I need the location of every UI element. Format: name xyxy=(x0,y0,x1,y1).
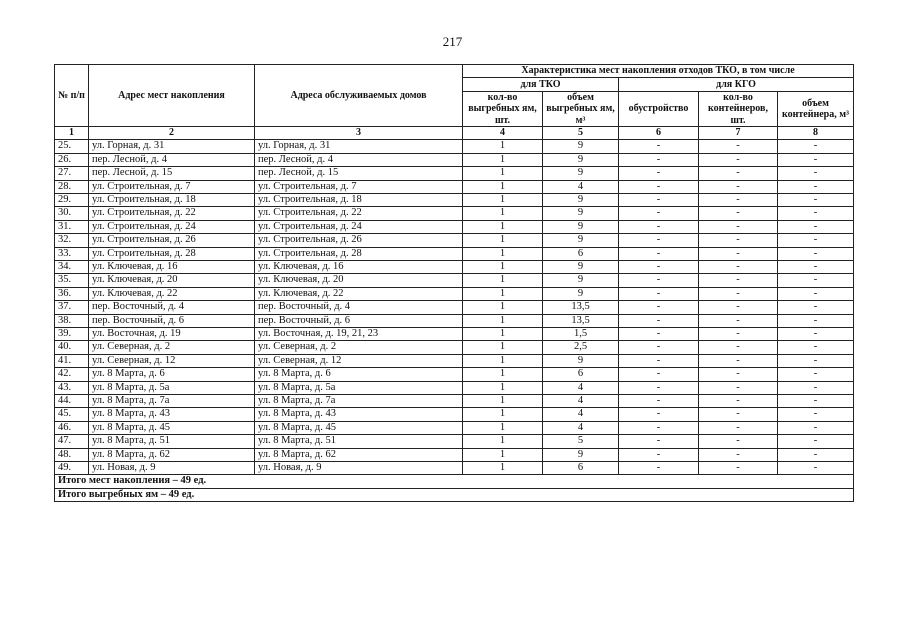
containers-count: - xyxy=(699,421,778,434)
site-address: ул. 8 Марта, д. 43 xyxy=(89,408,255,421)
pits-volume: 9 xyxy=(543,274,619,287)
infrastructure: - xyxy=(619,381,699,394)
served-houses: пер. Восточный, д. 4 xyxy=(255,301,463,314)
header-col-containers: кол-во контейнеров, шт. xyxy=(699,91,778,127)
pits-volume: 9 xyxy=(543,167,619,180)
containers-count: - xyxy=(699,180,778,193)
totals-pits-row xyxy=(55,488,854,501)
pits-count: 1 xyxy=(463,234,543,247)
container-volume: - xyxy=(778,421,854,434)
containers-count: - xyxy=(699,448,778,461)
served-houses: ул. Северная, д. 2 xyxy=(255,341,463,354)
table-header xyxy=(55,65,854,140)
site-address: ул. Строительная, д. 7 xyxy=(89,180,255,193)
container-volume: - xyxy=(778,368,854,381)
site-address: ул. Ключевая, д. 22 xyxy=(89,287,255,300)
served-houses: ул. Строительная, д. 28 xyxy=(255,247,463,260)
row-number: 45. xyxy=(55,408,89,421)
table-row xyxy=(55,140,854,153)
infrastructure: - xyxy=(619,301,699,314)
row-number: 28. xyxy=(55,180,89,193)
waste-sites-table xyxy=(54,64,854,502)
site-address: ул. 8 Марта, д. 5а xyxy=(89,381,255,394)
containers-count: - xyxy=(699,193,778,206)
containers-count: - xyxy=(699,354,778,367)
infrastructure: - xyxy=(619,435,699,448)
served-houses: ул. Ключевая, д. 22 xyxy=(255,287,463,300)
table-row xyxy=(55,462,854,475)
pits-volume: 1,5 xyxy=(543,327,619,340)
pits-count: 1 xyxy=(463,193,543,206)
table-row xyxy=(55,247,854,260)
table-row xyxy=(55,153,854,166)
pits-volume: 4 xyxy=(543,395,619,408)
row-number: 43. xyxy=(55,381,89,394)
pits-count: 1 xyxy=(463,381,543,394)
row-number: 42. xyxy=(55,368,89,381)
table-row xyxy=(55,381,854,394)
row-number: 25. xyxy=(55,140,89,153)
header-kgo: для КГО xyxy=(619,78,854,91)
containers-count: - xyxy=(699,167,778,180)
infrastructure: - xyxy=(619,314,699,327)
row-number: 39. xyxy=(55,327,89,340)
table-row xyxy=(55,341,854,354)
container-volume: - xyxy=(778,180,854,193)
pits-volume: 9 xyxy=(543,220,619,233)
pits-volume: 9 xyxy=(543,260,619,273)
site-address: ул. Строительная, д. 18 xyxy=(89,193,255,206)
table-row xyxy=(55,435,854,448)
site-address: ул. 8 Марта, д. 45 xyxy=(89,421,255,434)
row-number: 35. xyxy=(55,274,89,287)
served-houses: ул. Горная, д. 31 xyxy=(255,140,463,153)
pits-count: 1 xyxy=(463,274,543,287)
containers-count: - xyxy=(699,327,778,340)
pits-volume: 9 xyxy=(543,287,619,300)
site-address: ул. 8 Марта, д. 51 xyxy=(89,435,255,448)
site-address: ул. Строительная, д. 22 xyxy=(89,207,255,220)
table-row xyxy=(55,234,854,247)
row-number: 29. xyxy=(55,193,89,206)
pits-count: 1 xyxy=(463,220,543,233)
infrastructure: - xyxy=(619,327,699,340)
pits-volume: 9 xyxy=(543,354,619,367)
served-houses: ул. 8 Марта, д. 43 xyxy=(255,408,463,421)
pits-volume: 4 xyxy=(543,421,619,434)
site-address: ул. Северная, д. 2 xyxy=(89,341,255,354)
table-row xyxy=(55,207,854,220)
served-houses: ул. Новая, д. 9 xyxy=(255,462,463,475)
containers-count: - xyxy=(699,368,778,381)
infrastructure: - xyxy=(619,180,699,193)
container-volume: - xyxy=(778,287,854,300)
row-number: 49. xyxy=(55,462,89,475)
row-number: 31. xyxy=(55,220,89,233)
infrastructure: - xyxy=(619,193,699,206)
pits-volume: 13,5 xyxy=(543,314,619,327)
served-houses: ул. Строительная, д. 18 xyxy=(255,193,463,206)
table-body xyxy=(55,140,854,475)
table-row xyxy=(55,301,854,314)
served-houses: пер. Лесной, д. 4 xyxy=(255,153,463,166)
containers-count: - xyxy=(699,234,778,247)
served-houses: пер. Восточный, д. 6 xyxy=(255,314,463,327)
container-volume: - xyxy=(778,260,854,273)
containers-count: - xyxy=(699,260,778,273)
served-houses: ул. Строительная, д. 22 xyxy=(255,207,463,220)
table-row xyxy=(55,448,854,461)
containers-count: - xyxy=(699,314,778,327)
header-col-infrastructure: обустройство xyxy=(619,91,699,127)
pits-volume: 13,5 xyxy=(543,301,619,314)
container-volume: - xyxy=(778,314,854,327)
container-volume: - xyxy=(778,395,854,408)
container-volume: - xyxy=(778,462,854,475)
pits-volume: 6 xyxy=(543,462,619,475)
infrastructure: - xyxy=(619,421,699,434)
infrastructure: - xyxy=(619,462,699,475)
pits-count: 1 xyxy=(463,421,543,434)
column-number: 6 xyxy=(619,127,699,140)
row-number: 46. xyxy=(55,421,89,434)
pits-count: 1 xyxy=(463,287,543,300)
table-row xyxy=(55,368,854,381)
containers-count: - xyxy=(699,220,778,233)
table-row xyxy=(55,408,854,421)
site-address: ул. 8 Марта, д. 6 xyxy=(89,368,255,381)
header-col-pits: кол-во выгребных ям, шт. xyxy=(463,91,543,127)
container-volume: - xyxy=(778,153,854,166)
column-number: 5 xyxy=(543,127,619,140)
infrastructure: - xyxy=(619,287,699,300)
table-totals xyxy=(55,475,854,502)
header-tko: для ТКО xyxy=(463,78,619,91)
infrastructure: - xyxy=(619,274,699,287)
container-volume: - xyxy=(778,274,854,287)
pits-count: 1 xyxy=(463,301,543,314)
pits-count: 1 xyxy=(463,408,543,421)
served-houses: ул. 8 Марта, д. 7а xyxy=(255,395,463,408)
container-volume: - xyxy=(778,193,854,206)
infrastructure: - xyxy=(619,368,699,381)
served-houses: ул. Строительная, д. 26 xyxy=(255,234,463,247)
row-number: 36. xyxy=(55,287,89,300)
table-row xyxy=(55,260,854,273)
infrastructure: - xyxy=(619,140,699,153)
column-number: 2 xyxy=(89,127,255,140)
containers-count: - xyxy=(699,395,778,408)
row-number: 38. xyxy=(55,314,89,327)
header-col-served: Адреса обслуживаемых домов xyxy=(255,65,463,127)
row-number: 30. xyxy=(55,207,89,220)
pits-volume: 9 xyxy=(543,140,619,153)
containers-count: - xyxy=(699,274,778,287)
pits-count: 1 xyxy=(463,314,543,327)
infrastructure: - xyxy=(619,354,699,367)
site-address: пер. Восточный, д. 6 xyxy=(89,314,255,327)
pits-volume: 9 xyxy=(543,448,619,461)
table-row xyxy=(55,354,854,367)
container-volume: - xyxy=(778,327,854,340)
site-address: пер. Восточный, д. 4 xyxy=(89,301,255,314)
site-address: ул. Новая, д. 9 xyxy=(89,462,255,475)
totals-sites-row xyxy=(55,475,854,488)
total-sites: Итого мест накопления – 49 ед. xyxy=(55,475,854,488)
table-row xyxy=(55,327,854,340)
container-volume: - xyxy=(778,435,854,448)
site-address: ул. Восточная, д. 19 xyxy=(89,327,255,340)
header-col-number: № п/п xyxy=(55,65,89,127)
served-houses: ул. Строительная, д. 7 xyxy=(255,180,463,193)
containers-count: - xyxy=(699,341,778,354)
site-address: ул. Горная, д. 31 xyxy=(89,140,255,153)
pits-volume: 9 xyxy=(543,234,619,247)
pits-count: 1 xyxy=(463,153,543,166)
site-address: ул. 8 Марта, д. 7а xyxy=(89,395,255,408)
pits-volume: 9 xyxy=(543,153,619,166)
infrastructure: - xyxy=(619,395,699,408)
pits-count: 1 xyxy=(463,140,543,153)
served-houses: пер. Лесной, д. 15 xyxy=(255,167,463,180)
site-address: ул. Ключевая, д. 16 xyxy=(89,260,255,273)
served-houses: ул. Восточная, д. 19, 21, 23 xyxy=(255,327,463,340)
served-houses: ул. 8 Марта, д. 5а xyxy=(255,381,463,394)
pits-count: 1 xyxy=(463,207,543,220)
pits-volume: 4 xyxy=(543,180,619,193)
pits-count: 1 xyxy=(463,448,543,461)
table-row xyxy=(55,314,854,327)
table-row xyxy=(55,193,854,206)
column-number: 1 xyxy=(55,127,89,140)
pits-volume: 4 xyxy=(543,408,619,421)
pits-count: 1 xyxy=(463,462,543,475)
pits-count: 1 xyxy=(463,395,543,408)
pits-count: 1 xyxy=(463,354,543,367)
served-houses: ул. 8 Марта, д. 6 xyxy=(255,368,463,381)
row-number: 32. xyxy=(55,234,89,247)
containers-count: - xyxy=(699,301,778,314)
column-number: 4 xyxy=(463,127,543,140)
infrastructure: - xyxy=(619,247,699,260)
pits-count: 1 xyxy=(463,260,543,273)
column-numbers-row xyxy=(55,127,854,140)
served-houses: ул. Северная, д. 12 xyxy=(255,354,463,367)
header-col-address: Адрес мест накопления xyxy=(89,65,255,127)
container-volume: - xyxy=(778,381,854,394)
infrastructure: - xyxy=(619,448,699,461)
pits-count: 1 xyxy=(463,368,543,381)
pits-volume: 4 xyxy=(543,381,619,394)
infrastructure: - xyxy=(619,234,699,247)
container-volume: - xyxy=(778,341,854,354)
site-address: ул. Ключевая, д. 20 xyxy=(89,274,255,287)
containers-count: - xyxy=(699,140,778,153)
container-volume: - xyxy=(778,408,854,421)
table-row xyxy=(55,421,854,434)
containers-count: - xyxy=(699,287,778,300)
site-address: ул. 8 Марта, д. 62 xyxy=(89,448,255,461)
container-volume: - xyxy=(778,448,854,461)
served-houses: ул. Ключевая, д. 20 xyxy=(255,274,463,287)
row-number: 41. xyxy=(55,354,89,367)
site-address: пер. Лесной, д. 15 xyxy=(89,167,255,180)
containers-count: - xyxy=(699,462,778,475)
column-number: 7 xyxy=(699,127,778,140)
site-address: ул. Строительная, д. 26 xyxy=(89,234,255,247)
served-houses: ул. 8 Марта, д. 51 xyxy=(255,435,463,448)
served-houses: ул. 8 Марта, д. 62 xyxy=(255,448,463,461)
row-number: 37. xyxy=(55,301,89,314)
container-volume: - xyxy=(778,354,854,367)
pits-count: 1 xyxy=(463,167,543,180)
pits-volume: 6 xyxy=(543,247,619,260)
containers-count: - xyxy=(699,408,778,421)
row-number: 47. xyxy=(55,435,89,448)
header-col-container-volume: объем контейнера, м³ xyxy=(778,91,854,127)
served-houses: ул. 8 Марта, д. 45 xyxy=(255,421,463,434)
container-volume: - xyxy=(778,234,854,247)
column-number: 8 xyxy=(778,127,854,140)
container-volume: - xyxy=(778,220,854,233)
container-volume: - xyxy=(778,140,854,153)
pits-volume: 9 xyxy=(543,207,619,220)
containers-count: - xyxy=(699,247,778,260)
row-number: 33. xyxy=(55,247,89,260)
table-row xyxy=(55,167,854,180)
containers-count: - xyxy=(699,207,778,220)
table-row xyxy=(55,180,854,193)
column-number: 3 xyxy=(255,127,463,140)
total-pits: Итого выгребных ям – 49 ед. xyxy=(55,488,854,501)
container-volume: - xyxy=(778,207,854,220)
row-number: 40. xyxy=(55,341,89,354)
row-number: 27. xyxy=(55,167,89,180)
served-houses: ул. Строительная, д. 24 xyxy=(255,220,463,233)
infrastructure: - xyxy=(619,207,699,220)
pits-volume: 2,5 xyxy=(543,341,619,354)
table-row xyxy=(55,395,854,408)
row-number: 44. xyxy=(55,395,89,408)
row-number: 48. xyxy=(55,448,89,461)
row-number: 26. xyxy=(55,153,89,166)
containers-count: - xyxy=(699,381,778,394)
pits-volume: 5 xyxy=(543,435,619,448)
pits-count: 1 xyxy=(463,435,543,448)
containers-count: - xyxy=(699,153,778,166)
row-number: 34. xyxy=(55,260,89,273)
container-volume: - xyxy=(778,167,854,180)
site-address: ул. Северная, д. 12 xyxy=(89,354,255,367)
infrastructure: - xyxy=(619,260,699,273)
container-volume: - xyxy=(778,301,854,314)
pits-volume: 6 xyxy=(543,368,619,381)
infrastructure: - xyxy=(619,220,699,233)
pits-count: 1 xyxy=(463,341,543,354)
site-address: пер. Лесной, д. 4 xyxy=(89,153,255,166)
site-address: ул. Строительная, д. 28 xyxy=(89,247,255,260)
pits-count: 1 xyxy=(463,180,543,193)
pits-count: 1 xyxy=(463,247,543,260)
page-number: 217 xyxy=(442,34,463,49)
container-volume: - xyxy=(778,247,854,260)
header-col-volume: объем выгребных ям, м³ xyxy=(543,91,619,127)
header-group-title: Характеристика мест накопления отходов ТКО, в том числе xyxy=(463,65,854,78)
table-row xyxy=(55,287,854,300)
pits-volume: 9 xyxy=(543,193,619,206)
served-houses: ул. Ключевая, д. 16 xyxy=(255,260,463,273)
table-row xyxy=(55,220,854,233)
containers-count: - xyxy=(699,435,778,448)
infrastructure: - xyxy=(619,341,699,354)
infrastructure: - xyxy=(619,153,699,166)
pits-count: 1 xyxy=(463,327,543,340)
infrastructure: - xyxy=(619,167,699,180)
table-row xyxy=(55,274,854,287)
site-address: ул. Строительная, д. 24 xyxy=(89,220,255,233)
infrastructure: - xyxy=(619,408,699,421)
